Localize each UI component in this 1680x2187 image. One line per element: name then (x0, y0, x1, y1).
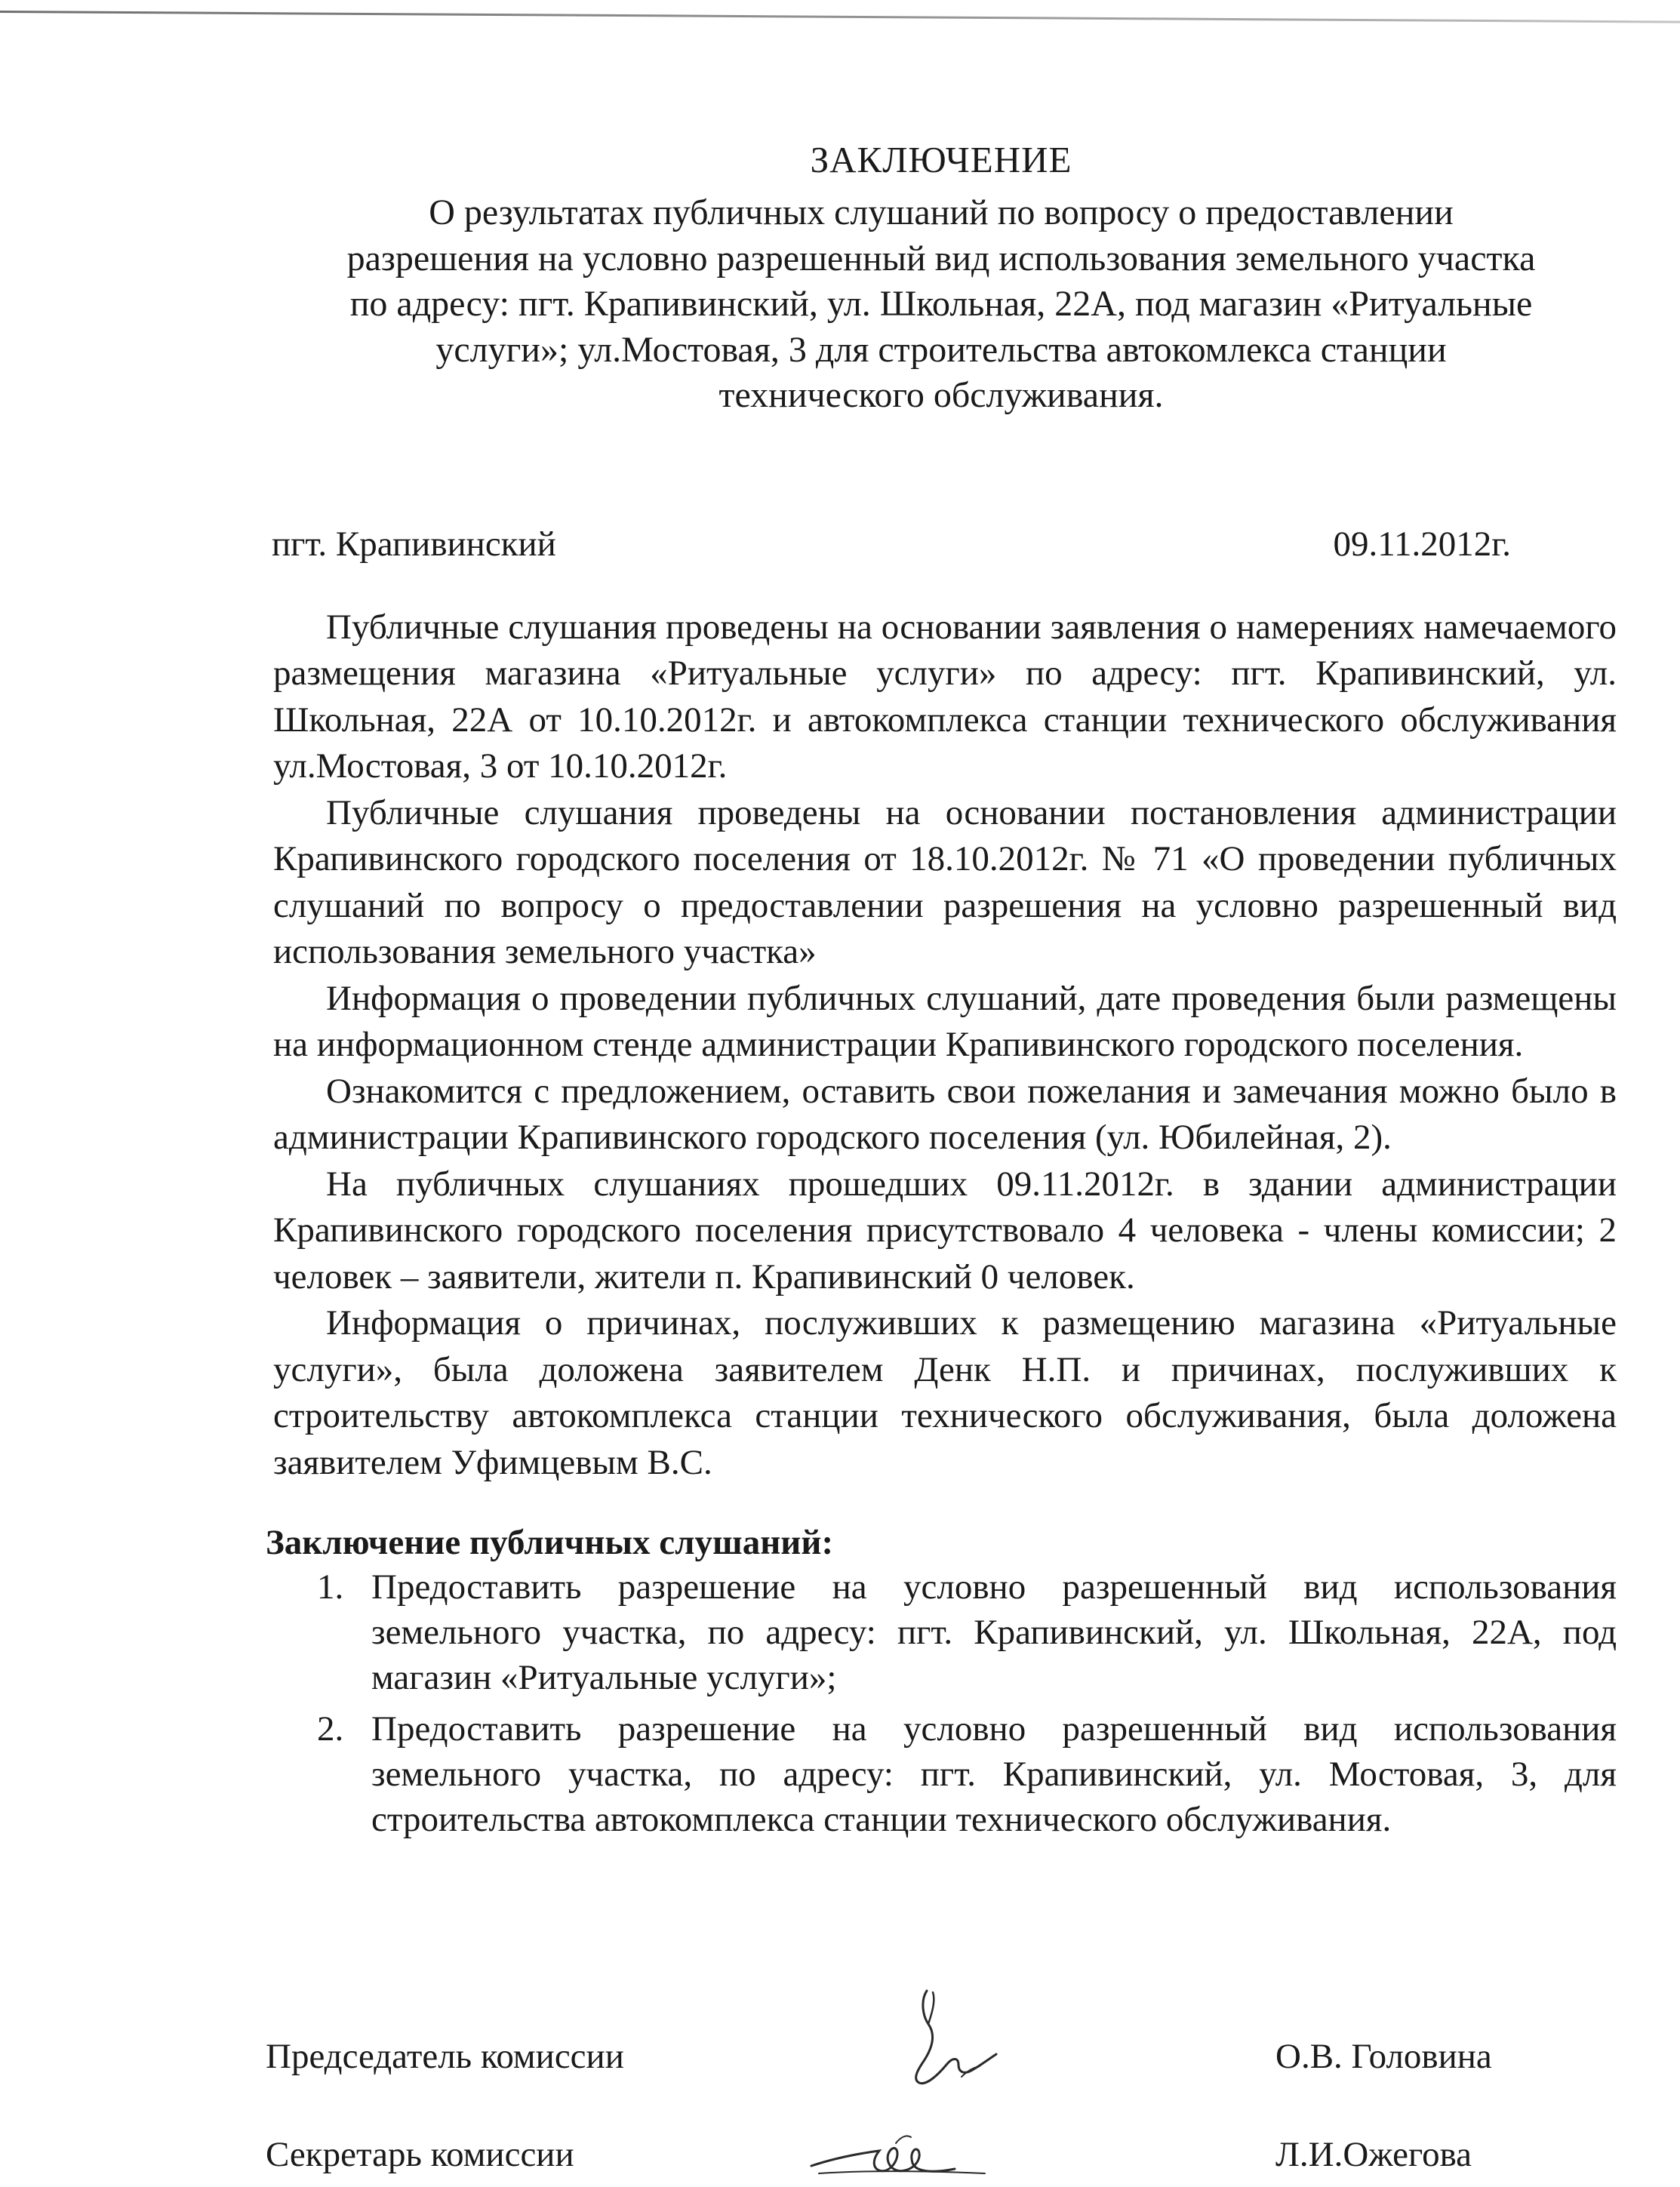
document-page (266, 136, 1617, 1848)
subtitle-line: услуги»; ул.Мостовая, 3 для строительства автокомлекса станции (435, 329, 1447, 370)
subtitle-line: разрешения на условно разрешенный вид использования земельного участка (346, 238, 1536, 278)
document-date: 09.11.2012г. (1333, 524, 1511, 564)
signatory-role: Секретарь комиссии (266, 2135, 574, 2174)
body-paragraph: Информация о причинах, послуживших к размещению магазина «Ритуальные услуги», была доложена заявителем Денк Н.П. и причинах, послуживших к строительству автокомплекса станции технического обслуживания, была доложена заявителем Уфимцевым В.С. (273, 1303, 1617, 1482)
conclusion-item-number: 1. (317, 1567, 344, 1607)
body-paragraph: Публичные слушания проведены на основании заявления о намерениях намечаемого размещения магазина «Ритуальные услуги» по адресу: пгт. Крапивинский, ул. Школьная, 22А от 10.10.2012г. и автокомплекса станции технического обслуживания ул.Мостовая, 3 от 10.10.2012г. (273, 607, 1617, 786)
conclusion-item-text: Предоставить разрешение на условно разрешенный вид использования земельного участка, по адресу: пгт. Крапивинский, ул. Школьная, 22А, под магазин «Ритуальные услуги»; (371, 1567, 1617, 1697)
subtitle-line: О результатах публичных слушаний по вопросу о предоставлении (429, 192, 1454, 232)
conclusion-heading: Заключение публичных слушаний: (266, 1523, 834, 1562)
body-paragraph: Информация о проведении публичных слушаний, дате проведения были размещены на информационном стенде администрации Крапивинского городского поселения. (273, 978, 1617, 1064)
conclusion-item (317, 1564, 1617, 1700)
conclusion-section (266, 1521, 1617, 1842)
chair-signature-icon (883, 1985, 1019, 2098)
secretary-signature-icon (804, 2121, 992, 2185)
conclusion-item-text: Предоставить разрешение на условно разрешенный вид использования земельного участка, по адресу: пгт. Крапивинский, ул. Мостовая, 3, для строительства автокомплекса станции технического обслуживания. (371, 1709, 1617, 1839)
conclusion-item (317, 1706, 1617, 1842)
body-paragraph: На публичных слушаниях прошедших 09.11.2012г. в здании администрации Крапивинского городского поселения присутствовало 4 человека - члены комиссии; 2 человек – заявители, жители п. Крапивинский 0 человек. (273, 1164, 1617, 1297)
document-title: ЗАКЛЮЧЕНИЕ (810, 139, 1072, 180)
place-date-row (266, 521, 1617, 570)
document-body (266, 604, 1617, 1487)
subtitle-line: технического обслуживания. (718, 375, 1164, 415)
document-place: пгт. Крапивинский (272, 524, 556, 564)
signatory-name: Л.И.Ожегова (1275, 2135, 1472, 2174)
signatory-name: О.В. Головина (1275, 2037, 1492, 2076)
body-paragraph: Ознакомится с предложением, оставить свои пожелания и замечания можно было в администрации Крапивинского городского поселения (ул. Юбилейная, 2). (273, 1071, 1617, 1157)
body-paragraph: Публичные слушания проведены на основании постановления администрации Крапивинского городского поселения от 18.10.2012г. № 71 «О проведении публичных слушаний по вопросу о предоставлении разрешения на условно разрешенный вид использования земельного участка» (273, 792, 1617, 971)
signatory-role: Председатель комиссии (266, 2037, 624, 2076)
subtitle-line: по адресу: пгт. Крапивинский, ул. Школьная, 22А, под магазин «Ритуальные (349, 284, 1533, 324)
conclusion-list (266, 1564, 1617, 1842)
document-subtitle (266, 190, 1617, 419)
scan-edge-line (0, 11, 1680, 23)
conclusion-item-number: 2. (317, 1709, 344, 1749)
